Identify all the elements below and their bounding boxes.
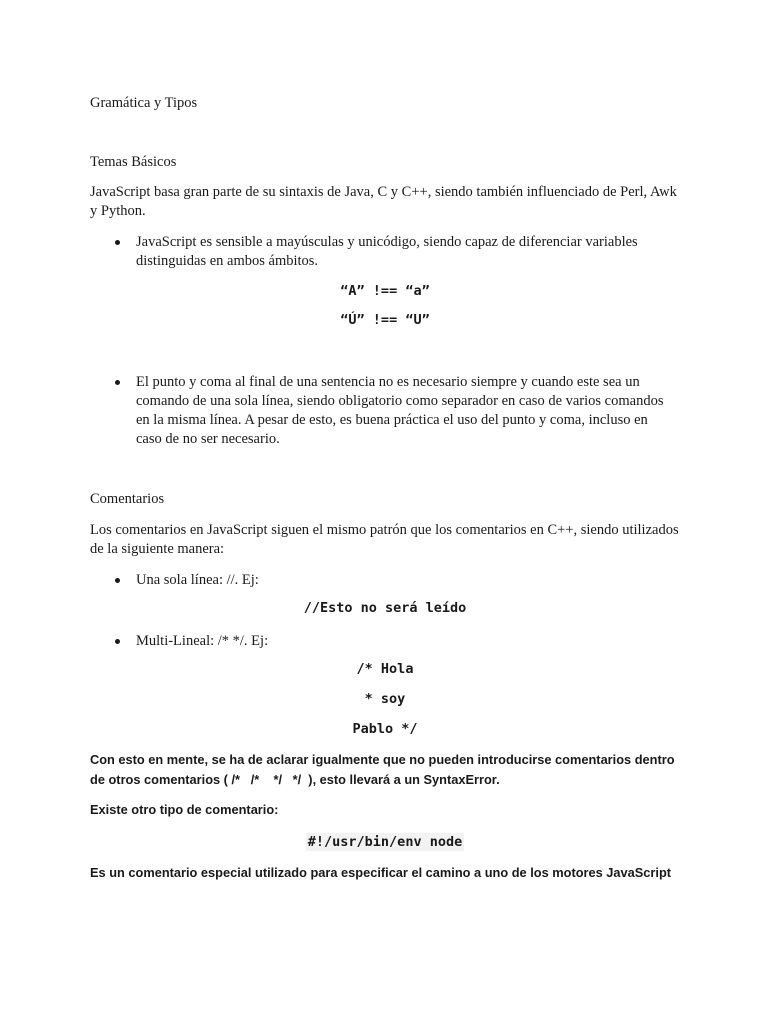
intro-paragraph: JavaScript basa gran parte de su sintaxis de Java, C y C++, siendo también influenciado de Perl, Awk y Python.: [90, 184, 677, 219]
bullet-text-single: Una sola línea: //. Ej:: [136, 572, 259, 588]
code-line-single: //Esto no será leído: [303, 600, 467, 616]
code-line-multi-2: * soy: [364, 691, 406, 707]
section-heading-basics: Temas Básicos: [90, 154, 177, 170]
list-item: [115, 233, 675, 271]
code-line-case-2: “Ú” !== “U”: [340, 312, 430, 328]
code-line-case-1: “A” !== “a”: [340, 283, 430, 299]
code-line-multi-1: /* Hola: [356, 661, 414, 677]
bullet-icon: [115, 380, 120, 385]
nested-comments-paragraph: [90, 750, 690, 789]
bullet-icon: [115, 639, 120, 644]
other-type-paragraph: Existe otro tipo de comentario:: [90, 802, 279, 817]
bullet-icon: [115, 240, 120, 245]
code-shebang-text: #!/usr/bin/env node: [307, 834, 463, 850]
bullet-icon: [115, 578, 120, 583]
comments-intro-paragraph: Los comentarios en JavaScript siguen el mismo patrón que los comentarios en C++, siendo utilizados de la siguiente manera:: [90, 522, 679, 557]
bullet-text-semicolon: El punto y coma al final de una sentencia no es necesario siempre y cuando este sea un comando de una sola línea, siendo obligatorio como separador en caso de varios comandos en la misma línea. A pesar de esto, es buena práctica el uso del punto y coma, incluso en caso de no ser necesario.: [136, 374, 664, 447]
bullet-text-case: JavaScript es sensible a mayúsculas y unicódigo, siendo capaz de diferenciar variables distinguidas en ambos ámbitos.: [136, 234, 638, 269]
list-item: [115, 571, 675, 590]
code-line-multi-3: Pablo */: [352, 721, 418, 737]
page-title: Gramática y Tipos: [90, 95, 198, 111]
shebang-paragraph: Es un comentario especial utilizado para especificar el camino a uno de los motores JavaScript: [90, 865, 672, 880]
bullet-text-multi: Multi-Lineal: /* */. Ej:: [136, 633, 269, 649]
nested-comments-text: Con esto en mente, se ha de aclarar igualmente que no pueden introducirse comentarios dentro de otros comentarios ( /* /* */ */ ), esto llevará a un SyntaxError.: [90, 752, 679, 787]
list-item: [115, 373, 675, 449]
section-heading-comments: Comentarios: [90, 491, 165, 507]
code-line-shebang: [90, 833, 680, 851]
list-item: [115, 632, 675, 651]
